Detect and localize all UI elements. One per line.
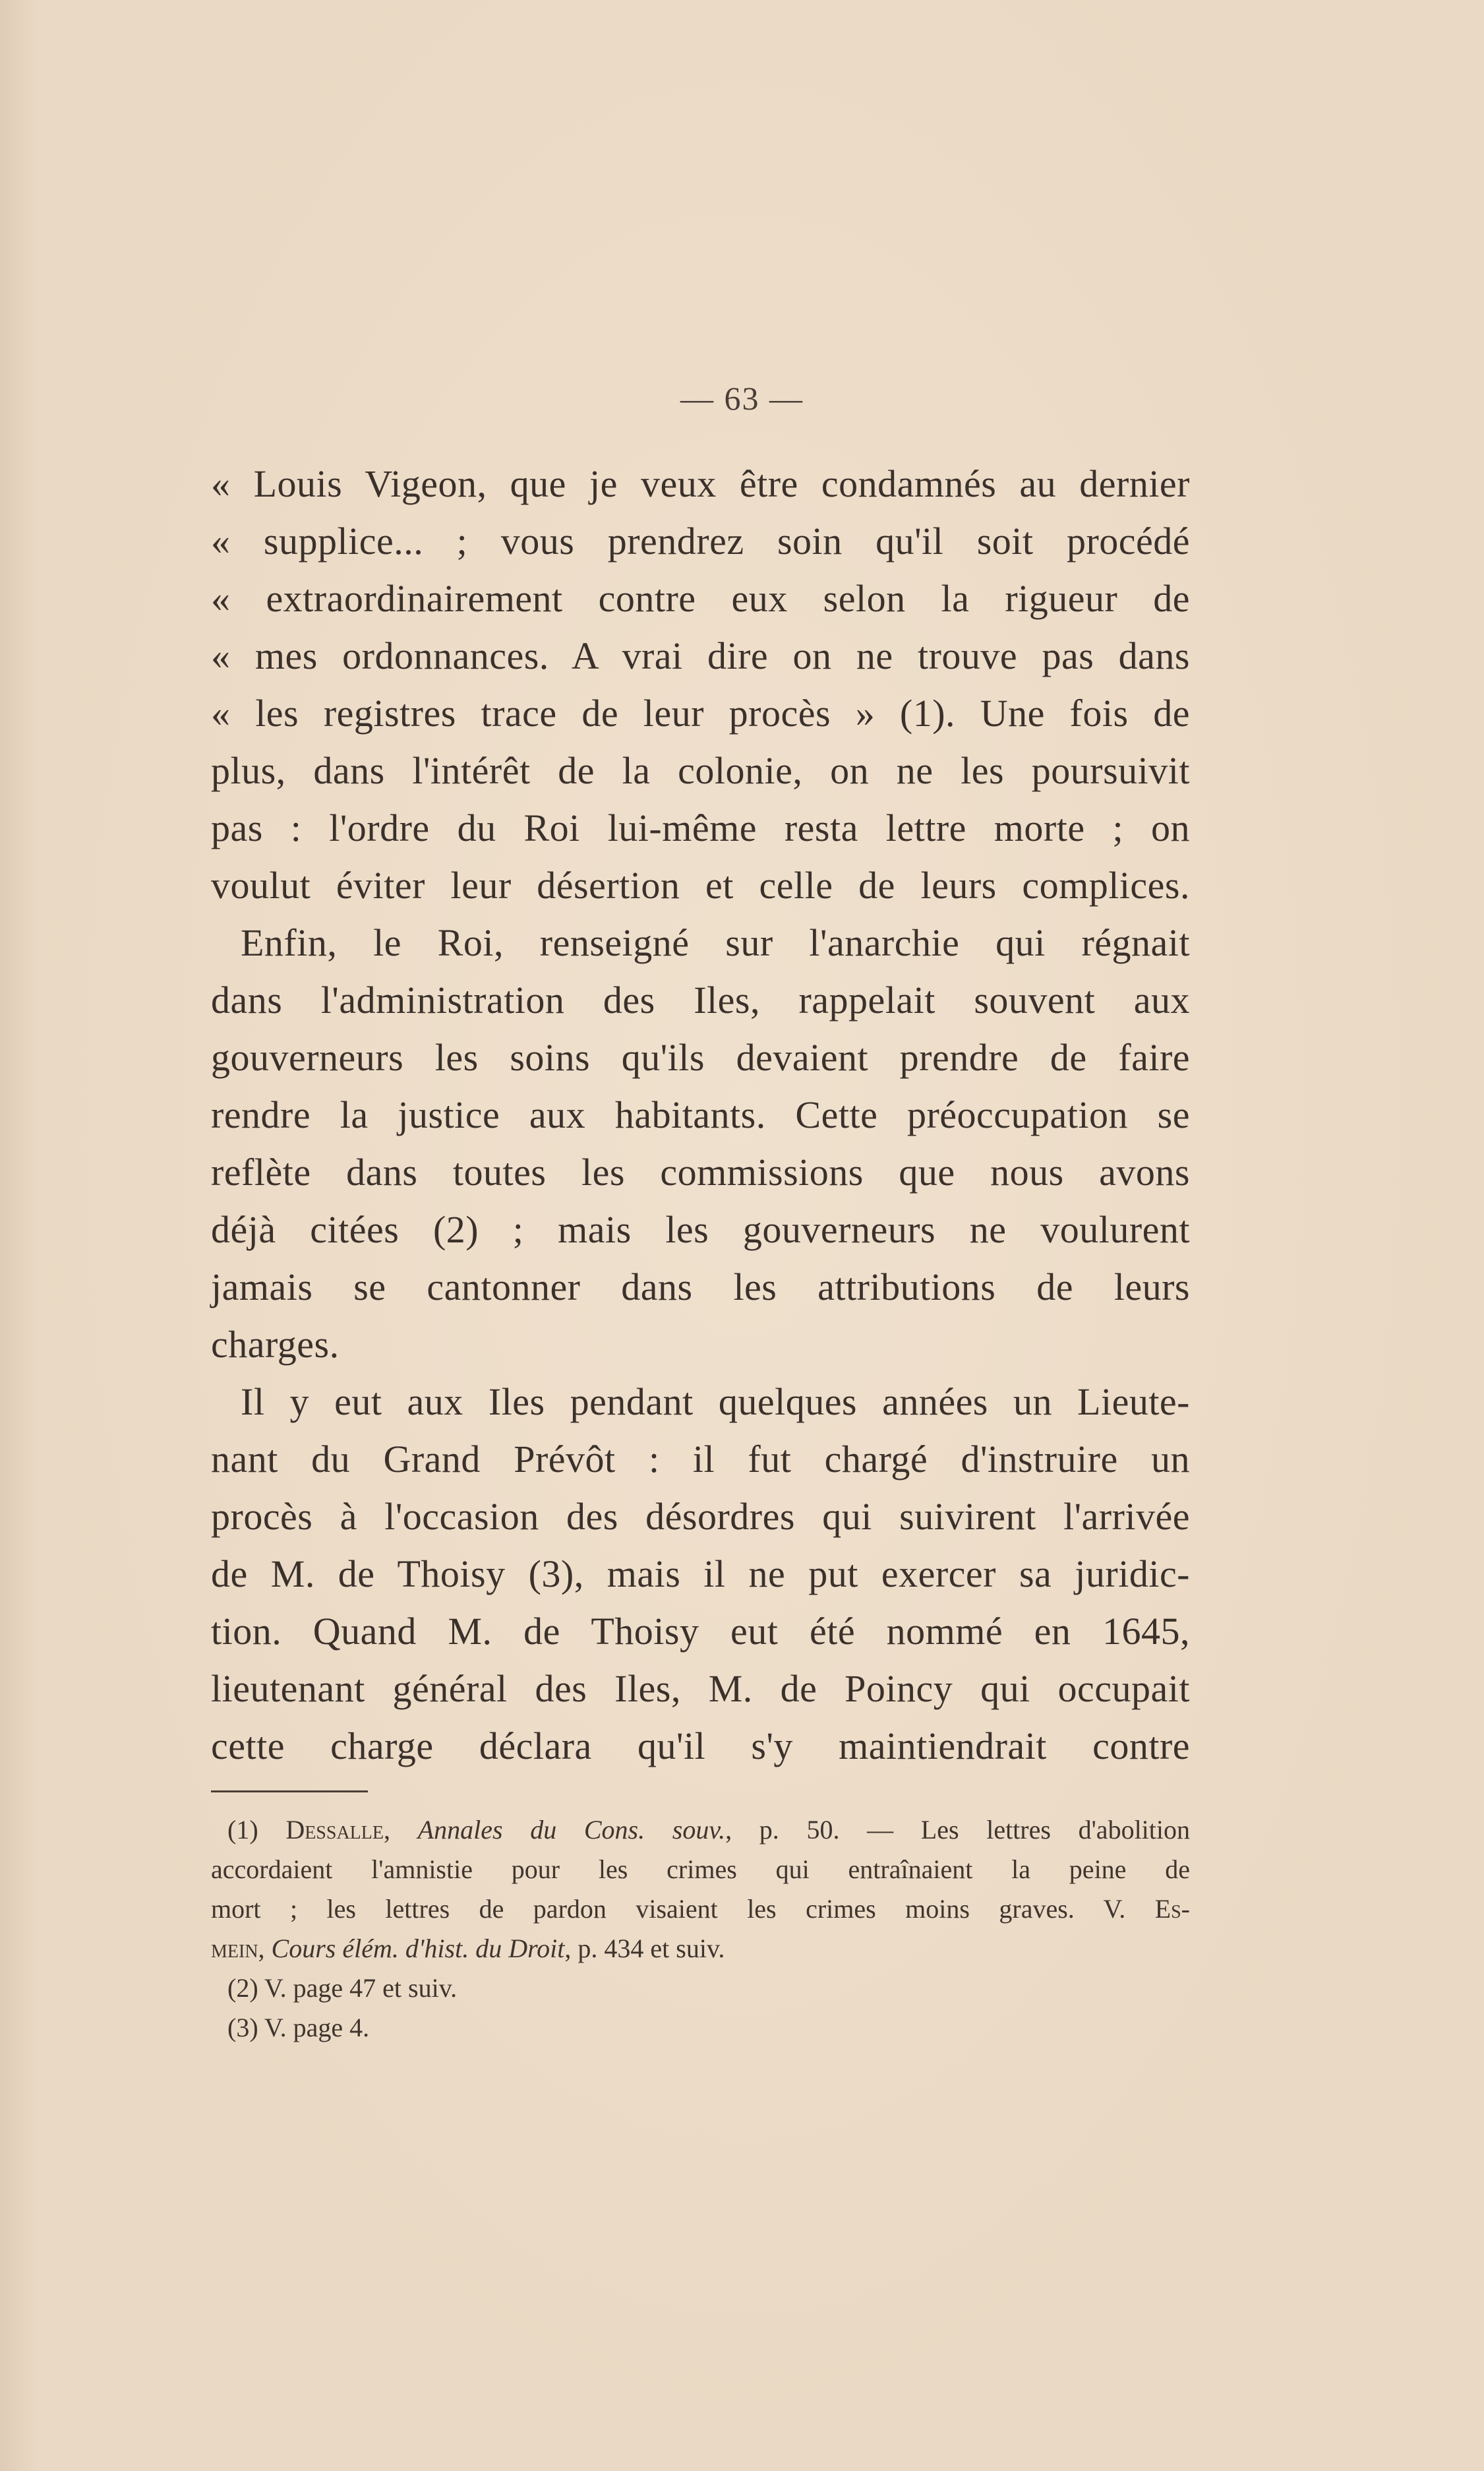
body-line: procès à l'occasion des désordres qui suivirent l'arrivée <box>211 1495 1190 1538</box>
footnote-3: (3) V. page 4. <box>227 2013 370 2042</box>
footnote-separator <box>211 1790 368 1792</box>
body-line: Il y eut aux Iles pendant quelques années un Lieute- <box>241 1380 1190 1423</box>
body-line: pas : l'ordre du Roi lui-même resta lettre morte ; on <box>211 807 1190 849</box>
footnote-text: , p. 50. — Les lettres d'abolition <box>725 1815 1191 1845</box>
body-line: voulut éviter leur désertion et celle de leurs complices. <box>211 864 1190 907</box>
body-line: reflète dans toutes les commissions que nous avons <box>211 1151 1190 1194</box>
body-line: dans l'administration des Iles, rappelait souvent aux <box>211 979 1190 1022</box>
footnote-author: Es- <box>1154 1894 1190 1924</box>
body-line: tion. Quand M. de Thoisy eut été nommé en 1645, <box>211 1610 1190 1653</box>
footnote-title: Annales du Cons. souv. <box>417 1815 726 1845</box>
footnote-separator-text: , <box>383 1815 418 1845</box>
body-line: « les registres trace de leur procès » (1). Une fois de <box>211 692 1190 735</box>
body-line: « Louis Vigeon, que je veux être condamnés au dernier <box>211 462 1190 505</box>
footnote-1-line-3 <box>211 1889 1190 1929</box>
body-line: nant du Grand Prévôt : il fut chargé d'instruire un <box>211 1438 1190 1480</box>
footnote-1-line-2: accordaient l'amnistie pour les crimes qui entraînaient la peine de <box>211 1854 1190 1884</box>
footnote-author: mein <box>211 1934 258 1963</box>
footnote-author: Dessalle <box>285 1815 384 1845</box>
body-line: rendre la justice aux habitants. Cette préoccupation se <box>211 1093 1190 1136</box>
body-text <box>211 455 1190 1775</box>
body-line: jamais se cantonner dans les attributions de leurs <box>211 1266 1190 1308</box>
body-line: charges. <box>211 1323 340 1366</box>
body-line: déjà citées (2) ; mais les gouverneurs ne voulurent <box>211 1208 1190 1251</box>
body-line: cette charge déclara qu'il s'y maintiendrait contre <box>211 1724 1190 1767</box>
footnote-separator-text: , <box>258 1934 272 1963</box>
footnote-title: Cours élém. d'hist. du Droit <box>271 1934 565 1963</box>
body-line: « mes ordonnances. A vrai dire on ne trouve pas dans <box>211 634 1190 677</box>
body-line: « supplice... ; vous prendrez soin qu'il soit procédé <box>211 520 1190 563</box>
body-line: de M. de Thoisy (3), mais il ne put exercer sa juridic- <box>211 1552 1190 1595</box>
body-line: lieutenant général des Iles, M. de Poincy qui occupait <box>211 1667 1190 1710</box>
body-line: gouverneurs les soins qu'ils devaient prendre de faire <box>211 1036 1190 1079</box>
footnote-1-line-4 <box>211 1929 1190 1968</box>
footnote-text: , p. 434 et suiv. <box>564 1934 725 1963</box>
page-number: — 63 — <box>680 380 804 417</box>
footnote-mark: (1) <box>227 1815 286 1845</box>
footnote-2: (2) V. page 47 et suiv. <box>227 1973 458 2003</box>
footnotes <box>211 1810 1190 2048</box>
body-line: Enfin, le Roi, renseigné sur l'anarchie qui régnait <box>241 921 1190 964</box>
body-line: plus, dans l'intérêt de la colonie, on ne les poursuivit <box>211 749 1190 792</box>
footnote-text: mort ; les lettres de pardon visaient les crimes moins graves. V. <box>211 1894 1155 1924</box>
body-line: « extraordinairement contre eux selon la rigueur de <box>211 577 1190 620</box>
footnote-1-line-1 <box>211 1810 1190 1850</box>
